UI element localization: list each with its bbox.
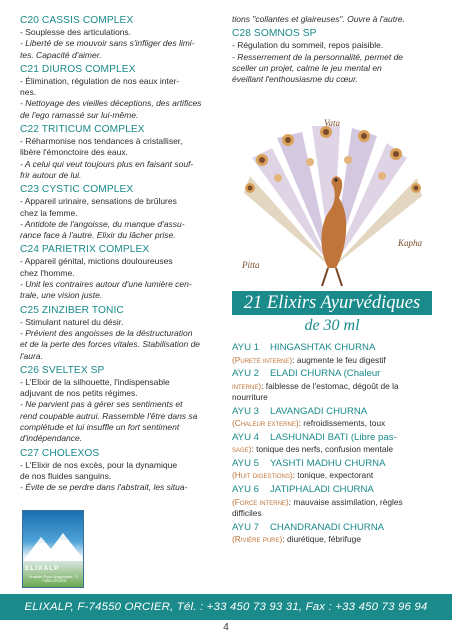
left-column	[20, 14, 216, 496]
right-column	[232, 14, 432, 87]
ayu-qualifier: (Force interne)	[232, 496, 289, 507]
pitta-label: Pitta	[242, 260, 260, 270]
entry-line: trale, une vision juste.	[20, 290, 103, 301]
entry-title: C27 CHOLEXOS	[20, 447, 100, 459]
entry-line: libère l'émonctoire des eaux.	[20, 147, 128, 158]
vata-label: Vata	[323, 118, 341, 128]
section-title: 21 Elixirs Ayurvédiques	[232, 291, 432, 315]
entry-title: C28 SOMNOS SP	[232, 28, 317, 40]
ayu-heading	[232, 342, 432, 355]
entry-line: - Antidote de l'angoisse, du manque d'assu-	[20, 218, 185, 229]
ayu-description	[232, 497, 432, 520]
entry-title: C24 PARIETRIX COMPLEX	[20, 244, 150, 256]
entry-title: C26 SVELTEX SP	[20, 364, 105, 376]
elixalp-logo	[22, 510, 84, 588]
ayu-description	[232, 534, 432, 546]
footer-bar	[0, 594, 452, 620]
ayu-heading	[232, 458, 432, 471]
ayu-name: LAVANGADI CHURNA	[270, 405, 368, 417]
ayu-indication: : tonique, expectorant	[292, 470, 374, 481]
entry-block	[232, 27, 432, 85]
ayu-code: AYU 4	[232, 431, 260, 443]
entry-line: - Évite de se perdre dans l'abstrait, les situa-	[20, 482, 188, 493]
logo-brand: ELIXALP	[25, 565, 60, 572]
ayu-name: LASHUNADI BATI (Libre pas-	[270, 431, 397, 443]
ayu-code: AYU 1	[232, 342, 260, 353]
entry-line: - Régulation du sommeil, repos paisible.	[232, 40, 384, 51]
entry-line: - Nettoyage des vieilles déceptions, des artifices	[20, 98, 202, 109]
footer-contact: ELIXALP, F-74550 ORCIER, Tél. : +33 450 73 93 31, Fax : +33 450 73 96 94	[24, 601, 428, 613]
ayu-qualifier: (Rivière pure)	[232, 534, 283, 545]
ayu-name: CHANDRANADI CHURNA	[270, 521, 385, 533]
mountain-icon	[23, 531, 84, 561]
ayu-indication: : tonique des nerfs, confusion mentale	[251, 444, 394, 455]
entry-line: - Prévient des angoisses de la déstructuration	[20, 327, 193, 338]
ayu-list	[232, 342, 432, 548]
ayu-indication: : refroidissements, toux	[298, 418, 386, 429]
entry-line: et de la perte des forces vitales. Stabilisation de	[20, 339, 201, 350]
entry-line: - Réharmonise nos tendances à cristalliser,	[20, 136, 183, 147]
ayu-item	[232, 368, 432, 404]
ayu-indication: : faiblesse de l'estomac, dégoût de la nourriture	[232, 380, 399, 403]
entry-title: C20 CASSIS COMPLEX	[20, 15, 134, 26]
entry-block	[232, 14, 432, 25]
entry-line: - Ne parvient pas à gérer ses sentiments et	[20, 399, 183, 410]
ayu-heading	[232, 484, 432, 497]
entry-block	[20, 183, 216, 241]
ayu-qualifier: interne)	[232, 380, 262, 391]
entry-line: - L'Elixir de la silhouette, l'indispensable	[20, 376, 170, 387]
entry-line: rend coupable autrui. Rassemble l'être dans sa	[20, 410, 198, 421]
entry-line: nes.	[20, 87, 37, 98]
ayu-code: AYU 3	[232, 405, 260, 417]
ayu-item	[232, 342, 432, 366]
entry-line: l'aura.	[20, 350, 43, 361]
ayu-name: ELADI CHURNA (Chaleur	[270, 368, 381, 380]
entry-line: - Appareil urinaire, sensations de brûlures	[20, 196, 177, 207]
entry-line: complétude et lui insuffle un fort sentiment	[20, 422, 180, 433]
entry-line: - Élimination, régulation de nos eaux inter-	[20, 75, 180, 86]
entry-title: C21 DIUROS COMPLEX	[20, 63, 136, 75]
entry-title: C22 TRITICUM COMPLEX	[20, 124, 145, 136]
entry-line: - Souplesse des articulations.	[20, 27, 132, 37]
logo-tagline: Produits Phyto-Spagyriques · F-74550 ORCIER	[29, 575, 79, 584]
peacock-illustration	[232, 118, 432, 290]
entry-line: - Stimulant naturel du désir.	[20, 316, 124, 327]
entry-line: - A celui qui veut toujours plus en faisant souf-	[20, 158, 194, 169]
ayu-qualifier: (Huit digestions)	[232, 470, 293, 481]
ayu-item	[232, 522, 432, 546]
entry-line: - Liberté de se mouvoir sans s'infliger des limi-	[20, 38, 195, 49]
entry-line: frir autour de lui.	[20, 169, 82, 180]
entry-line: tions "collantes et glaireuses". Ouvre à l'autre.	[232, 14, 406, 24]
ayu-code: AYU 6	[232, 484, 260, 496]
ayu-indication: : augmente le feu digestif	[292, 354, 386, 365]
entry-block	[20, 14, 216, 61]
entry-line: d'indépendance.	[20, 433, 83, 444]
ayu-name: HINGASHTAK CHURNA	[270, 342, 376, 353]
ayu-heading	[232, 368, 432, 381]
ayu-heading	[232, 432, 432, 445]
section-subtitle: de 30 ml	[304, 317, 360, 334]
entry-block	[20, 123, 216, 181]
entry-line: - Unit les contraires autour d'une lumière cen-	[20, 279, 192, 290]
ayu-code: AYU 7	[232, 521, 260, 533]
entry-line: de nos fluides sanguins.	[20, 470, 112, 481]
ayu-description	[232, 470, 432, 482]
ayu-item	[232, 458, 432, 482]
entry-line: - Resserrement de la personnalité, permet de	[232, 51, 404, 62]
ayu-item	[232, 432, 432, 456]
ayu-description	[232, 355, 432, 367]
entry-block	[20, 364, 216, 445]
entry-line: - Appareil génital, mictions douloureuses	[20, 256, 173, 267]
entry-line: éveillant l'enthousiasme du cœur.	[232, 74, 359, 85]
entry-block	[20, 447, 216, 494]
kapha-label: Kapha	[397, 238, 422, 248]
ayu-item	[232, 484, 432, 520]
ayu-description	[232, 418, 432, 430]
ayu-name: YASHTI MADHU CHURNA	[270, 457, 386, 469]
entry-line: adjuvant de nos petits régimes.	[20, 388, 138, 399]
ayu-description	[232, 444, 432, 456]
ayu-indication: : mauvaise assimilation, règles difficiles	[232, 496, 403, 519]
ayu-indication: : diurétique, fébrifuge	[282, 534, 361, 545]
entry-title: C25 ZINZIBER TONIC	[20, 304, 124, 316]
entry-block	[20, 63, 216, 121]
entry-title: C23 CYSTIC COMPLEX	[20, 184, 134, 196]
entry-block	[20, 304, 216, 362]
ayu-description	[232, 381, 432, 404]
ayu-qualifier: (Chaleur externe)	[232, 418, 299, 429]
entry-line: chez la femme.	[20, 207, 78, 218]
ayu-qualifier: sage)	[232, 444, 252, 455]
ayu-heading	[232, 522, 432, 535]
entry-line: sceller un projet, calme le jeu mental en	[232, 62, 382, 73]
entry-line: tes. Capacité d'aimer.	[20, 49, 102, 60]
entry-line: chez l'homme.	[20, 267, 75, 278]
entry-line: - L'Elixir de nos excès, pour la dynamique	[20, 459, 178, 470]
ayu-name: JATIPHALADI CHURNA	[270, 484, 374, 496]
ayu-qualifier: (Pureté interne)	[232, 354, 293, 365]
ayu-item	[232, 406, 432, 430]
entry-line: rance face à l'autre. Elixir du lâcher prise.	[20, 230, 176, 241]
ayu-heading	[232, 406, 432, 419]
ayu-code: AYU 2	[232, 368, 260, 380]
entry-line: de l'ego ramassé sur lui-même.	[20, 109, 139, 120]
page-number: 4	[223, 622, 229, 633]
ayu-code: AYU 5	[232, 457, 260, 469]
entry-block	[20, 243, 216, 301]
